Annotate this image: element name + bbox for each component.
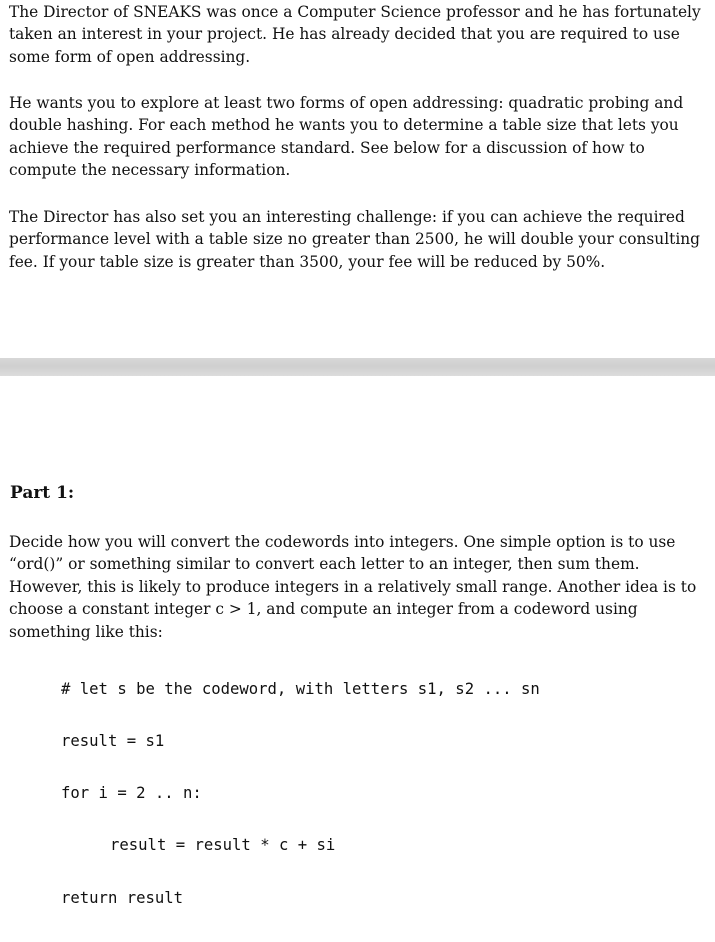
paragraph-open-addressing-methods: He wants you to explore at least two forms of open addressing: quadratic probing and double hashing. For each method he wants you to determine a table size that lets you achieve the required performance standard. See below for a discussion of how to compute the necessary information. — [9, 94, 684, 180]
code-line-loop-body: result = result * c + si — [110, 836, 336, 855]
document-page-1 — [0, 0, 715, 358]
paragraph-codeword-conversion: Decide how you will convert the codewords into integers. One simple option is to use “ord()” or something similar to convert each letter to an integer, then sum them. However, this is likely to produce integers in a relatively small range. Another idea is to choose a constant integer c > 1, and compute an integer from a codeword using something like this: — [9, 533, 697, 641]
paragraph-director-intro: The Director of SNEAKS was once a Computer Science professor and he has fortunately taken an interest in your project. He has already decided that you are required to use some form of open addressing. — [9, 3, 701, 66]
code-line-comment: # let s be the codeword, with letters s1, s2 ... sn — [61, 679, 540, 698]
pseudocode-block — [61, 646, 540, 942]
section-heading-part-1: Part 1: — [10, 483, 75, 503]
paragraph-director-challenge: The Director has also set you an interesting challenge: if you can achieve the required performance level with a table size no greater than 2500, he will double your consulting fee. If your table size is greater than 3500, your fee will be reduced by 50%. — [9, 208, 701, 271]
page-break-divider — [0, 358, 715, 376]
code-line-loop: for i = 2 .. n: — [61, 784, 202, 803]
code-line-init: result = s1 — [61, 732, 165, 751]
code-line-return: return result — [61, 888, 184, 907]
document-page-2 — [0, 376, 715, 907]
